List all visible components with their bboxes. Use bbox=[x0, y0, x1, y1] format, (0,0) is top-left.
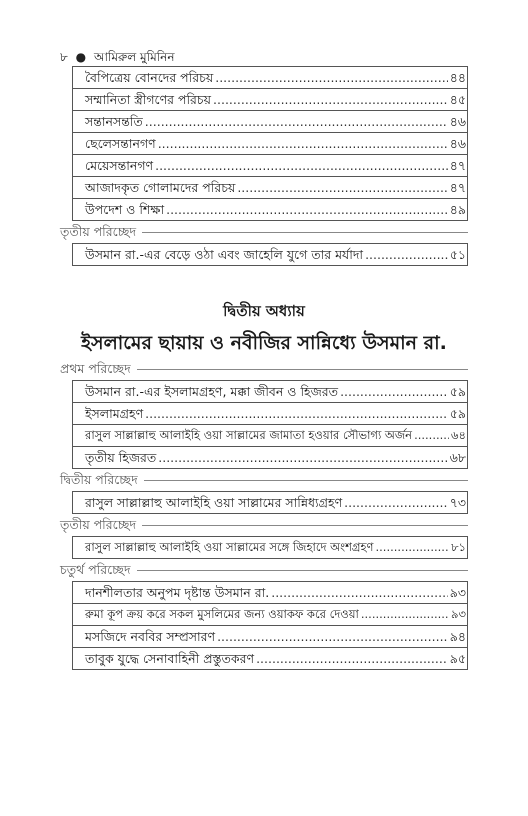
section-rule bbox=[142, 525, 468, 526]
entry-title: দানশীলতার অনুপম দৃষ্টান্ত উসমান রা. bbox=[85, 585, 270, 600]
section-heading bbox=[60, 469, 468, 491]
toc-block-chapter-two bbox=[60, 358, 468, 670]
toc-entry[interactable] bbox=[72, 89, 468, 111]
entry-title: মেয়েসন্তানগণ bbox=[85, 158, 154, 173]
leader-dots bbox=[344, 492, 448, 513]
entry-page-number: ৯৪ bbox=[449, 629, 466, 644]
entry-page-number: ৫১ bbox=[449, 247, 466, 262]
entry-page-number: ৬৪ bbox=[451, 428, 466, 442]
toc-entry[interactable] bbox=[72, 177, 468, 199]
entry-page-number: ৪৪ bbox=[449, 70, 466, 85]
entry-title: বৈপিত্রেয় বোনদের পরিচয় bbox=[85, 70, 214, 85]
entry-page-number: ৪৭ bbox=[449, 180, 466, 195]
entry-page-number: ৬৮ bbox=[449, 450, 466, 465]
entry-title: তৃতীয় হিজরত bbox=[85, 450, 157, 465]
leader-dots bbox=[256, 648, 448, 669]
entry-page-number: ৪৬ bbox=[449, 136, 466, 151]
toc-entry[interactable] bbox=[72, 491, 468, 514]
entry-title: ছেলেসন্তানগণ bbox=[85, 136, 156, 151]
header-bullet: ● bbox=[75, 50, 87, 64]
leader-dots bbox=[158, 133, 448, 154]
entry-title: রাসুল সাল্লাল্লাহু আলাইহি ওয়া সাল্লামের জামাতা হওয়ার সৌভাগ্য অর্জন bbox=[85, 428, 413, 442]
section-title: তৃতীয় পরিচ্ছেদ bbox=[60, 224, 137, 239]
toc-entry[interactable] bbox=[72, 648, 468, 670]
leader-dots bbox=[376, 537, 450, 558]
entry-page-number: ৮১ bbox=[451, 540, 466, 554]
header-book-title: আমিরুল মুমিনিন bbox=[93, 50, 175, 64]
entry-page-number: ৯৩ bbox=[449, 585, 466, 600]
section-heading bbox=[60, 559, 468, 581]
section-title: দ্বিতীয় পরিচ্ছেদ bbox=[60, 472, 138, 487]
header-page-number: ৮ bbox=[60, 50, 68, 64]
section-heading bbox=[60, 358, 468, 380]
leader-dots bbox=[166, 199, 448, 220]
leader-dots bbox=[271, 582, 448, 603]
toc-block-chapter-one bbox=[60, 66, 468, 266]
toc-entry[interactable] bbox=[72, 403, 468, 425]
entry-page-number: ৫৯ bbox=[449, 384, 466, 399]
entry-page-number: ৪৯ bbox=[449, 202, 466, 217]
leader-dots bbox=[414, 425, 449, 446]
toc-entry[interactable] bbox=[72, 243, 468, 266]
chapter-heading bbox=[0, 300, 528, 361]
toc-entry[interactable] bbox=[72, 66, 468, 89]
leader-dots bbox=[155, 155, 448, 176]
entry-page-number: ৪৬ bbox=[449, 114, 466, 129]
entry-title: রাসুল সাল্লাল্লাহু আলাইহি ওয়া সাল্লামের সান্নিধ্যগ্রহণ bbox=[85, 495, 343, 510]
entry-page-number: ৪৫ bbox=[449, 92, 466, 107]
entry-page-number: ৫৯ bbox=[449, 406, 466, 421]
leader-dots bbox=[215, 67, 448, 88]
section-heading bbox=[60, 221, 468, 243]
leader-dots bbox=[237, 177, 447, 198]
entry-title: সন্তানসন্ততি bbox=[85, 114, 143, 129]
chapter-label: দ্বিতীয় অধ্যায় bbox=[223, 302, 305, 320]
section-title: চতুর্থ পরিচ্ছেদ bbox=[60, 562, 131, 577]
entry-title: রাসুল সাল্লাল্লাহু আলাইহি ওয়া সাল্লামের সঙ্গে জিহাদে অংশগ্রহণ bbox=[85, 540, 374, 554]
section-rule bbox=[142, 232, 468, 233]
leader-dots bbox=[217, 626, 448, 647]
entry-title: উসমান রা.-এর ইসলামগ্রহণ, মক্কা জীবন ও হিজরত bbox=[85, 384, 339, 399]
section-rule bbox=[137, 570, 468, 571]
entry-page-number: ৪৭ bbox=[449, 158, 466, 173]
leader-dots bbox=[361, 604, 449, 625]
toc-entry[interactable] bbox=[72, 581, 468, 604]
section-title: প্রথম পরিচ্ছেদ bbox=[60, 361, 131, 376]
toc-entry[interactable] bbox=[72, 425, 468, 447]
entry-title: উপদেশ ও শিক্ষা bbox=[85, 202, 165, 217]
entry-title: সম্মানিতা স্ত্রীগণের পরিচয় bbox=[85, 92, 212, 107]
toc-entry[interactable] bbox=[72, 447, 468, 469]
entry-title: আজাদকৃত গোলামদের পরিচয় bbox=[85, 180, 236, 195]
entry-page-number: ৭৩ bbox=[449, 495, 466, 510]
leader-dots bbox=[158, 447, 447, 468]
entry-page-number: ৯৩ bbox=[451, 607, 466, 621]
toc-entry[interactable] bbox=[72, 111, 468, 133]
entry-title: উসমান রা.-এর বেড়ে ওঠা এবং জাহেলি যুগে তার মর্যাদা bbox=[85, 247, 364, 262]
toc-entry[interactable] bbox=[72, 626, 468, 648]
toc-entry[interactable] bbox=[72, 380, 468, 403]
entry-title: তাবুক যুদ্ধে সেনাবাহিনী প্রস্তুতকরণ bbox=[85, 651, 255, 666]
entry-page-number: ৯৫ bbox=[449, 651, 466, 666]
entry-title: মসজিদে নববির সম্প্রসারণ bbox=[85, 629, 216, 644]
leader-dots bbox=[213, 89, 448, 110]
leader-dots bbox=[145, 111, 448, 132]
section-title: তৃতীয় পরিচ্ছেদ bbox=[60, 517, 137, 532]
section-rule bbox=[137, 369, 468, 370]
leader-dots bbox=[365, 244, 448, 265]
chapter-title: ইসলামের ছায়ায় ও নবীজির সান্নিধ্যে উসমান রা. bbox=[81, 332, 447, 354]
entry-title: রুমা কূপ ক্রয় করে সকল মুসলিমের জন্য ওয়াকফ করে দেওয়া bbox=[85, 607, 359, 621]
section-heading bbox=[60, 514, 468, 536]
leader-dots bbox=[145, 403, 448, 424]
section-rule bbox=[144, 480, 468, 481]
toc-entry[interactable] bbox=[72, 155, 468, 177]
toc-entry[interactable] bbox=[72, 133, 468, 155]
entry-title: ইসলামগ্রহণ bbox=[85, 406, 144, 421]
toc-entry[interactable] bbox=[72, 199, 468, 221]
leader-dots bbox=[340, 381, 448, 402]
toc-entry[interactable] bbox=[72, 604, 468, 626]
toc-entry[interactable] bbox=[72, 536, 468, 559]
